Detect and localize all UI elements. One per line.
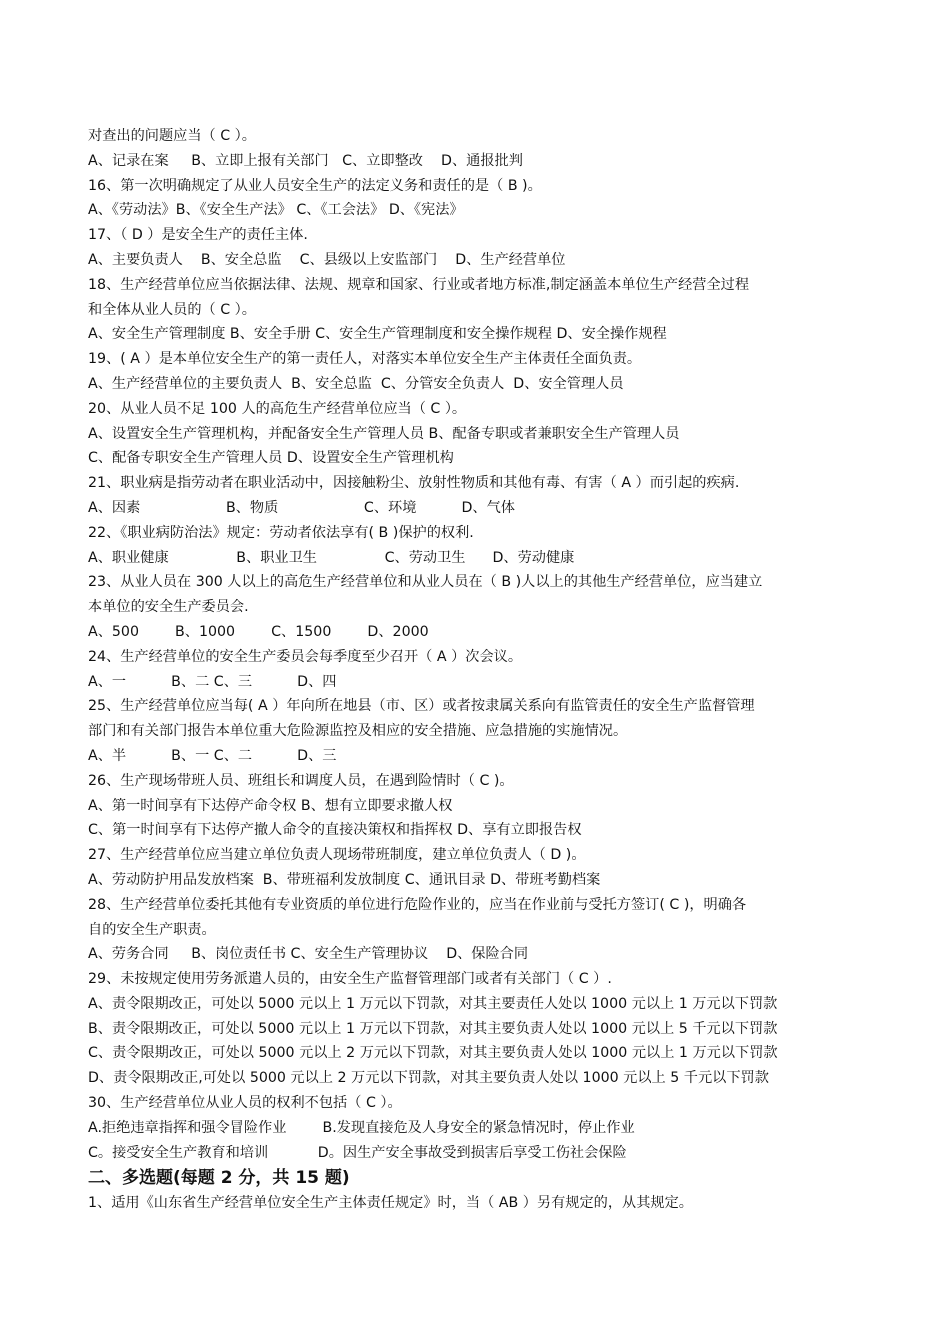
answer-options: A、主要负责人 B、安全总监 C、县级以上安监部门 D、生产经营单位 xyxy=(88,251,566,268)
answer-options: A、500 B、1000 C、1500 D、2000 xyxy=(88,623,429,640)
answer-options: A、劳务合同 B、岗位责任书 C、安全生产管理协议 D、保险合同 xyxy=(88,946,529,963)
multi-question-1: 1、适用《山东省生产经营单位安全生产主体责任规定》时，当（ AB ）另有规定的，从其规定。 xyxy=(88,1195,693,1212)
question-27: 27、生产经营单位应当建立单位负责人现场带班制度，建立单位负责人（ D )。 xyxy=(88,847,586,864)
question-20: 20、从业人员不足 100 人的高危生产经营单位应当（ C ）。 xyxy=(88,400,467,417)
question-29: 29、未按规定使用劳务派遣人员的，由安全生产监督管理部门或者有关部门（ C ）. xyxy=(88,971,612,988)
question-18-cont: 和全体从业人员的（ C ）。 xyxy=(88,301,256,318)
answer-options: A、记录在案 B、立即上报有关部门 C、立即整改 D、通报批判 xyxy=(88,152,523,169)
answer-option-b: B、责令限期改正，可处以 5000 元以上 1 万元以下罚款，对其主要负责人处以 1000 元以上 5 千元以下罚款 xyxy=(88,1020,778,1037)
answer-options: C。接受安全生产教育和培训 D。因生产安全事故受到损害后享受工伤社会保险 xyxy=(88,1144,627,1161)
question-18: 18、生产经营单位应当依据法律、法规、规章和国家、行业或者地方标准,制定涵盖本单位生产经营全过程 xyxy=(88,276,750,293)
answer-option-a: A、责令限期改正，可处以 5000 元以上 1 万元以下罚款，对其主要责任人处以 1000 元以上 1 万元以下罚款 xyxy=(88,995,778,1012)
question-16: 16、第一次明确规定了从业人员安全生产的法定义务和责任的是（ B )。 xyxy=(88,177,542,194)
answer-options: A、因素 B、物质 C、环境 D、气体 xyxy=(88,499,515,516)
answer-options: A、劳动防护用品发放档案 B、带班福利发放制度 C、通讯目录 D、带班考勤档案 xyxy=(88,871,601,888)
question-21: 21、职业病是指劳动者在职业活动中，因接触粉尘、放射性物质和其他有毒、有害（ A ）而引起的疾病. xyxy=(88,475,740,492)
question-28-cont: 自的安全生产职责。 xyxy=(88,921,216,938)
question-24: 24、生产经营单位的安全生产委员会每季度至少召开（ A ）次会议。 xyxy=(88,648,523,665)
answer-options: A、第一时间享有下达停产命令权 B、想有立即要求撤人权 xyxy=(88,797,453,814)
question-25-cont: 部门和有关部门报告本单位重大危险源监控及相应的安全措施、应急措施的实施情况。 xyxy=(88,723,628,740)
answer-options: A、设置安全生产管理机构，并配备安全生产管理人员 B、配备专职或者兼职安全生产管理人员 xyxy=(88,425,680,442)
answer-options: C、配备专职安全生产管理人员 D、设置安全生产管理机构 xyxy=(88,450,454,467)
answer-options: C、第一时间享有下达停产撤人命令的直接决策权和指挥权 D、享有立即报告权 xyxy=(88,822,582,839)
answer-option-c: C、责令限期改正，可处以 5000 元以上 2 万元以下罚款，对其主要负责人处以 1000 元以上 1 万元以下罚款 xyxy=(88,1045,778,1062)
question-23-cont: 本单位的安全生产委员会. xyxy=(88,599,249,616)
section-heading: 二、多选题(每题 2 分，共 15 题) xyxy=(88,1168,350,1189)
answer-options: A.拒绝违章指挥和强令冒险作业 B.发现直接危及人身安全的紧急情况时，停止作业 xyxy=(88,1119,635,1136)
answer-options: A、安全生产管理制度 B、安全手册 C、安全生产管理制度和安全操作规程 D、安全操作规程 xyxy=(88,326,667,343)
answer-options: A、生产经营单位的主要负责人 B、安全总监 C、分管安全负责人 D、安全管理人员 xyxy=(88,375,624,392)
answer-options: A、职业健康 B、职业卫生 C、劳动卫生 D、劳动健康 xyxy=(88,549,575,566)
document-body xyxy=(88,124,868,1216)
question-30: 30、生产经营单位从业人员的权利不包括（ C ）。 xyxy=(88,1095,402,1112)
question-28: 28、生产经营单位委托其他有专业资质的单位进行危险作业的，应当在作业前与受托方签订( C )，明确各 xyxy=(88,896,747,913)
answer-options: A、半 B、一 C、二 D、三 xyxy=(88,747,337,764)
answer-options: A、《劳动法》B、《安全生产法》 C、《工会法》 D、《宪法》 xyxy=(88,202,464,219)
answer-options: A、一 B、二 C、三 D、四 xyxy=(88,673,337,690)
question-17: 17、（ D ）是安全生产的责任主体. xyxy=(88,227,308,244)
question-26: 26、生产现场带班人员、班组长和调度人员，在遇到险情时（ C )。 xyxy=(88,772,514,789)
question-25: 25、生产经营单位应当每( A ）年向所在地县（市、区）或者按隶属关系向有监管责任的安全生产监督管理 xyxy=(88,698,755,715)
question-22: 22、《职业病防治法》规定：劳动者依法享有( B )保护的权利. xyxy=(88,524,474,541)
question-19: 19、( A ）是本单位安全生产的第一责任人，对落实本单位安全生产主体责任全面负责。 xyxy=(88,351,642,368)
answer-option-d: D、责令限期改正,可处以 5000 元以上 2 万元以下罚款，对其主要负责人处以 1000 元以上 5 千元以下罚款 xyxy=(88,1070,769,1087)
text-line: 对查出的问题应当（ C ）。 xyxy=(88,128,256,144)
question-23: 23、从业人员在 300 人以上的高危生产经营单位和从业人员在（ B )人以上的其他生产经营单位，应当建立 xyxy=(88,574,763,591)
